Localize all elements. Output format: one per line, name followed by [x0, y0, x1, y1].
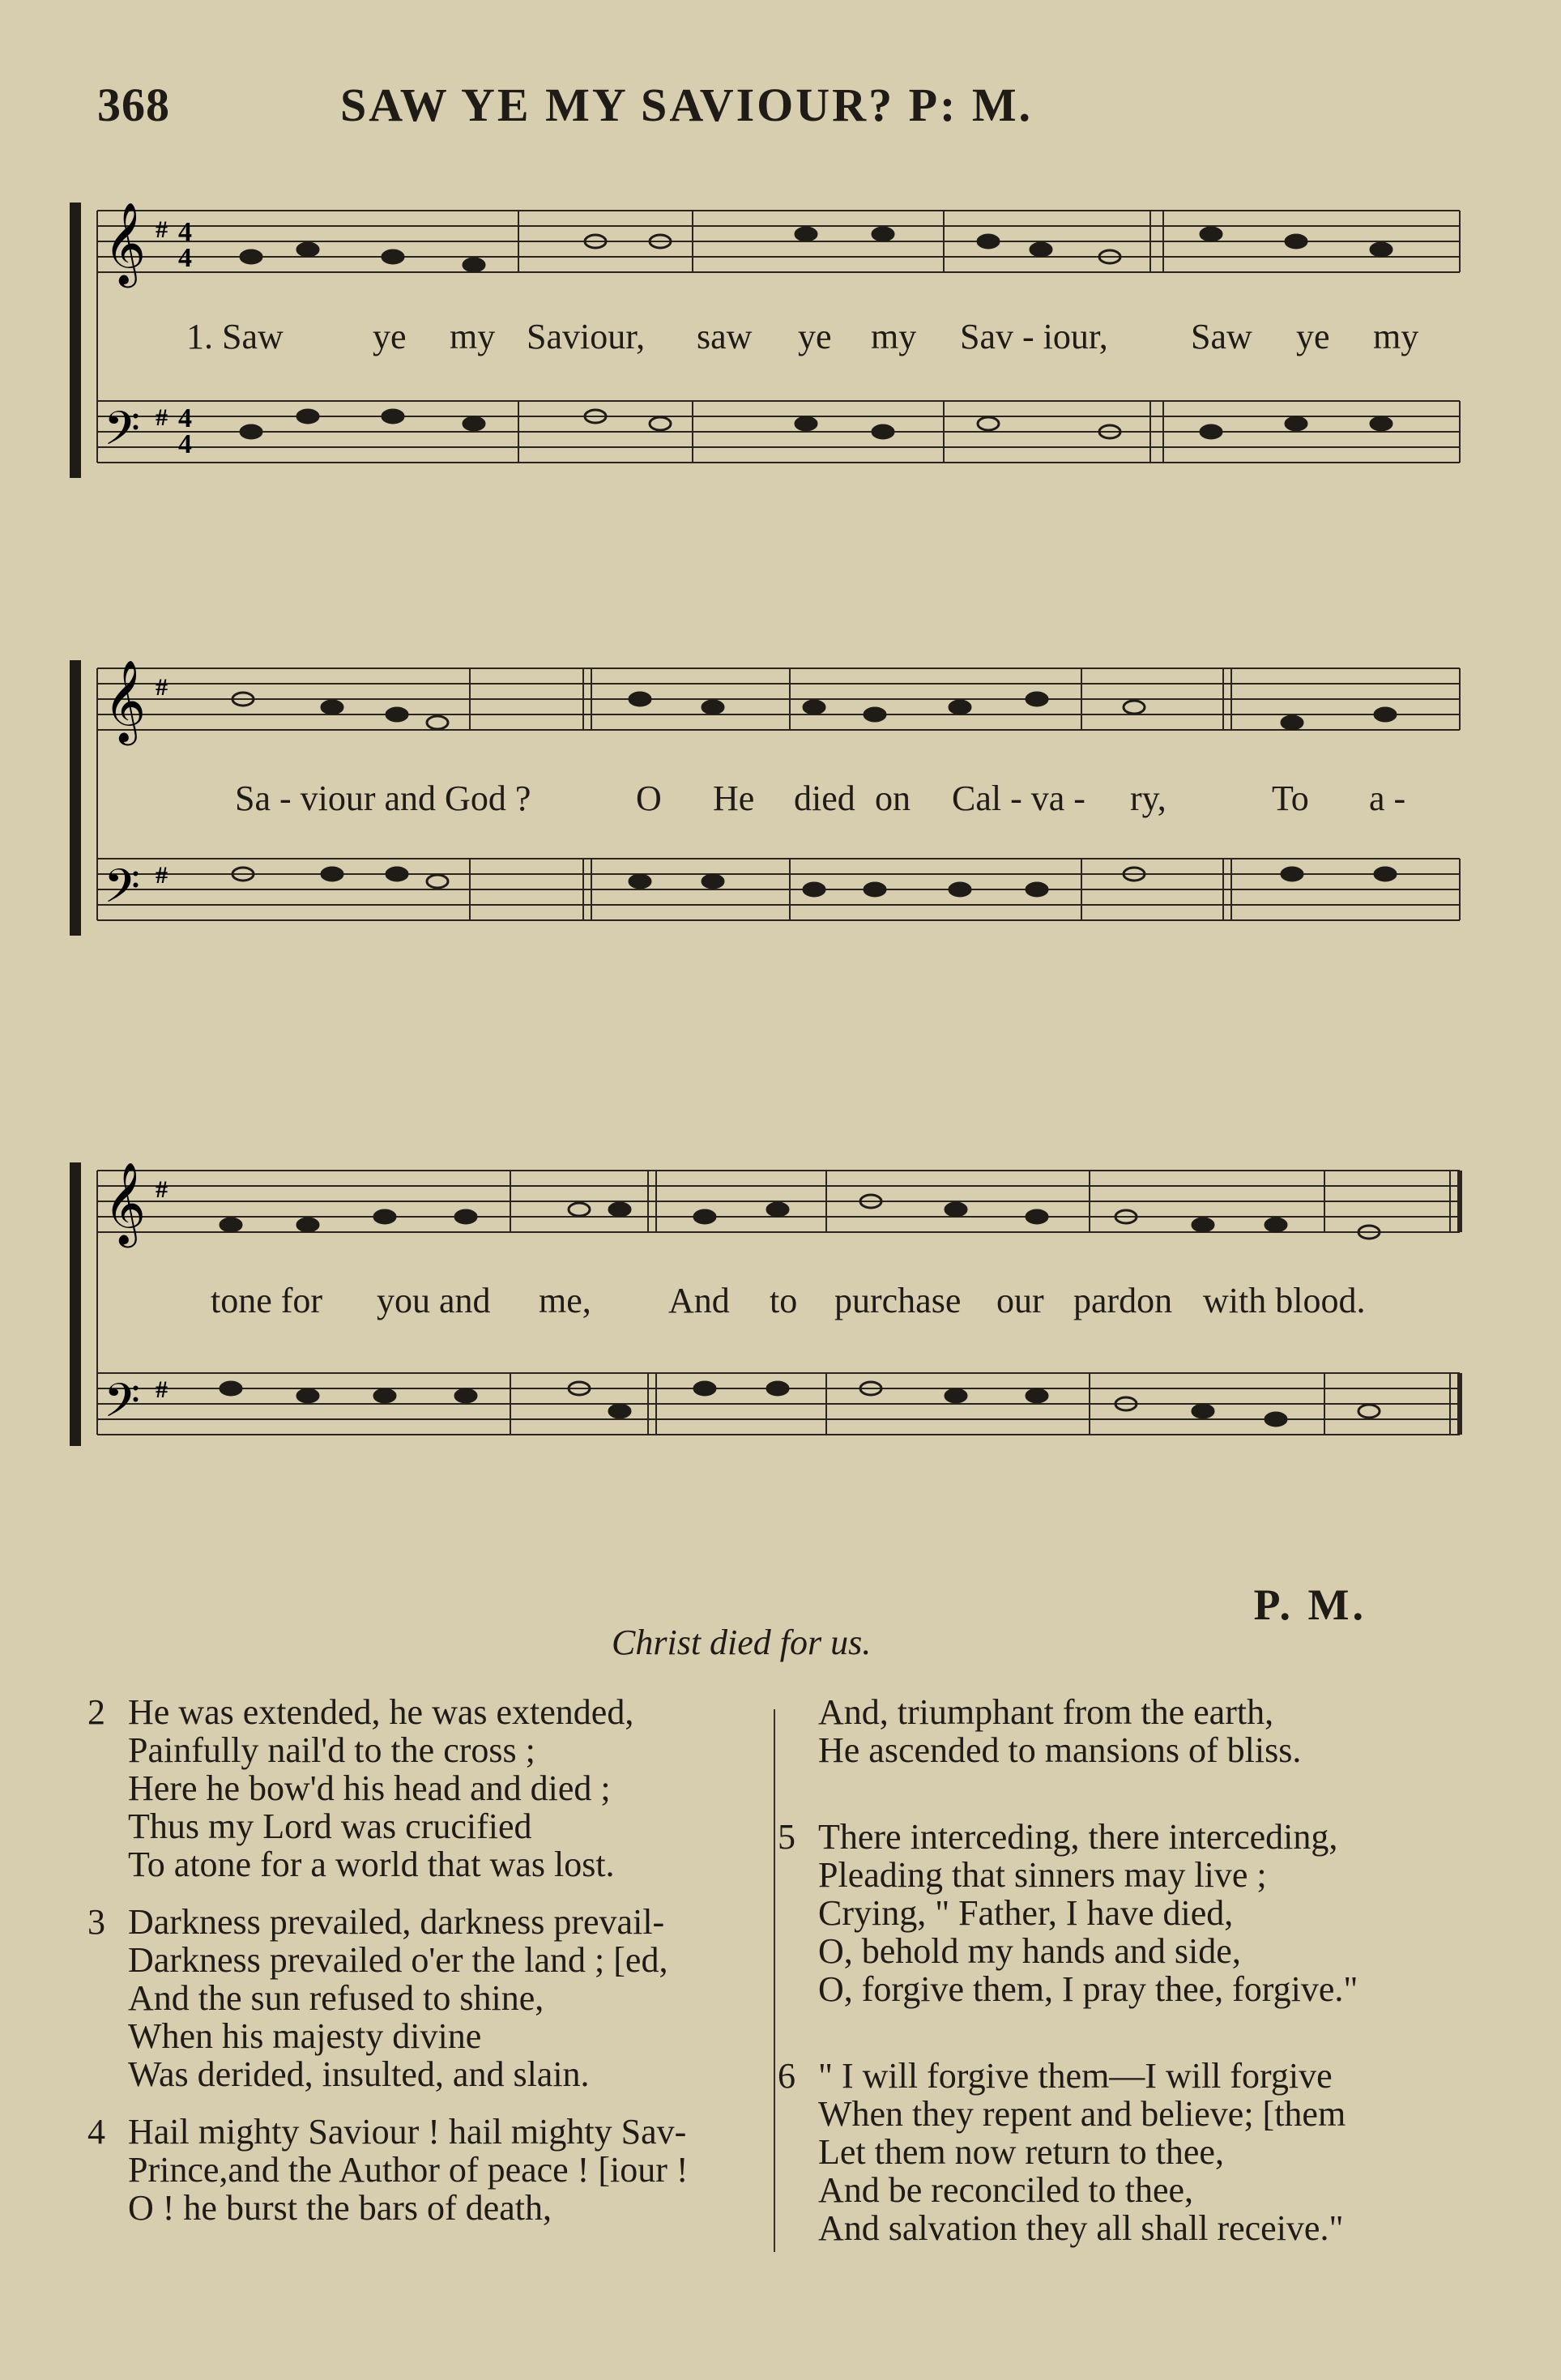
- svg-text:𝄢: 𝄢: [104, 859, 141, 925]
- verse-line: He was extended, he was extended,: [128, 1692, 634, 1732]
- verse-number: 3: [87, 1902, 105, 1942]
- lyric-syllable: a -: [1369, 778, 1406, 818]
- lyric-syllable: on: [875, 778, 911, 818]
- verse-line: Thus my Lord was crucified: [128, 1806, 532, 1846]
- verse-line: O, behold my hands and side,: [818, 1931, 1241, 1971]
- lyric-syllable: He: [713, 778, 755, 818]
- verse-line: Darkness prevailed o'er the land ; [ed,: [128, 1940, 668, 1980]
- verse-line: Darkness prevailed, darkness prevail-: [128, 1902, 665, 1942]
- verse-2: [87, 1693, 776, 1883]
- lyric-syllable: To: [1272, 778, 1309, 818]
- hymn-title: SAW YE MY SAVIOUR? P: M.: [340, 79, 1034, 131]
- svg-text:4: 4: [178, 243, 192, 273]
- verse-3: [87, 1903, 776, 2093]
- verse-line: O ! he burst the bars of death,: [128, 2188, 552, 2228]
- page-header: [97, 78, 1248, 134]
- svg-text:4: 4: [178, 403, 192, 433]
- svg-text:𝄞: 𝄞: [104, 659, 147, 742]
- verse-line: Let them now return to thee,: [818, 2132, 1224, 2172]
- lyric-syllable: ye: [373, 317, 407, 356]
- lyric-syllable: Saviour,: [527, 317, 646, 356]
- hymn-subtitle: Christ died for us.: [612, 1623, 872, 1662]
- lyric-syllable: ry,: [1130, 778, 1166, 818]
- verse-5: [778, 1818, 1474, 2008]
- verse-line: And, triumphant from the earth,: [818, 1692, 1274, 1732]
- verse-line: There interceding, there interceding,: [818, 1817, 1338, 1857]
- lyric-syllable: Saw: [1191, 317, 1252, 356]
- lyric-syllable: purchase: [834, 1281, 962, 1320]
- verse-line: Hail mighty Saviour ! hail mighty Sav-: [128, 2112, 687, 2152]
- lyric-syllable: you and: [377, 1281, 491, 1320]
- verse-line: And the sun refused to shine,: [128, 1978, 544, 2018]
- verses-left-column: [87, 1693, 776, 2246]
- hymn-meter: P. M.: [1253, 1580, 1367, 1629]
- verse-number: 5: [778, 1817, 795, 1857]
- verse-4: [87, 2113, 776, 2227]
- page-number: 368: [97, 79, 170, 131]
- verse-line: And be reconciled to thee,: [818, 2170, 1194, 2210]
- lyric-syllable: ye: [1296, 317, 1330, 356]
- lyrics-line-3: [65, 1280, 1466, 1329]
- svg-text:#: #: [156, 404, 168, 431]
- verse-line: Pleading that sinners may live ;: [818, 1855, 1267, 1895]
- svg-text:4: 4: [178, 217, 192, 247]
- verses-right-column: [778, 1693, 1474, 2267]
- verse-line: He ascended to mansions of bliss.: [818, 1730, 1302, 1770]
- verse-line: And salvation they all shall receive.": [818, 2208, 1344, 2248]
- lyric-syllable: ye: [798, 317, 832, 356]
- verse-line: Prince,and the Author of peace ! [iour !: [128, 2150, 689, 2190]
- music-system-1: [65, 182, 1466, 506]
- lyric-syllable: pardon: [1073, 1281, 1173, 1320]
- verse-line: Painfully nail'd to the cross ;: [128, 1730, 535, 1770]
- svg-text:#: #: [156, 216, 168, 243]
- svg-text:#: #: [156, 1376, 168, 1403]
- lyric-syllable: our: [996, 1281, 1044, 1320]
- verse-6: [778, 2057, 1474, 2247]
- lyric-syllable: Sav - iour,: [960, 317, 1108, 356]
- lyric-syllable: died: [794, 778, 855, 818]
- lyric-syllable: me,: [539, 1281, 591, 1320]
- verse-number: 2: [87, 1692, 105, 1732]
- music-system-2: [65, 640, 1466, 980]
- lyric-syllable: And: [668, 1281, 730, 1320]
- lyric-syllable: my: [1373, 317, 1419, 356]
- lyrics-line-1: [65, 316, 1466, 365]
- verse-number: 4: [87, 2112, 105, 2152]
- svg-text:#: #: [156, 674, 168, 701]
- lyric-syllable: Cal - va -: [952, 778, 1085, 818]
- lyric-syllable: Sa - viour and God ?: [235, 778, 531, 818]
- verse-number: 6: [778, 2056, 795, 2096]
- svg-text:𝄢: 𝄢: [104, 401, 141, 467]
- verse-line: O, forgive them, I pray thee, forgive.": [818, 1969, 1358, 2009]
- svg-text:𝄞: 𝄞: [104, 1161, 147, 1244]
- verse-line: Here he bow'd his head and died ;: [128, 1768, 611, 1808]
- verse-line: When they repent and believe; [them: [818, 2094, 1346, 2134]
- svg-text:#: #: [156, 862, 168, 889]
- lyric-syllable: with blood.: [1203, 1281, 1366, 1320]
- lyric-syllable: O: [636, 778, 662, 818]
- svg-text:#: #: [156, 1176, 168, 1203]
- svg-text:4: 4: [178, 429, 192, 459]
- lyric-syllable: tone for: [211, 1281, 323, 1320]
- lyric-syllable: 1. Saw: [186, 317, 284, 356]
- verse-line: To atone for a world that was lost.: [128, 1845, 615, 1884]
- lyrics-line-2: [65, 778, 1466, 826]
- lyric-syllable: to: [770, 1281, 798, 1320]
- verse-line: Crying, " Father, I have died,: [818, 1893, 1234, 1933]
- lyric-syllable: saw: [697, 317, 753, 356]
- verse-line: " I will forgive them—I will forgive: [818, 2056, 1333, 2096]
- lyric-syllable: my: [871, 317, 917, 356]
- verse-line: Was derided, insulted, and slain.: [128, 2054, 590, 2094]
- svg-text:𝄞: 𝄞: [104, 201, 147, 284]
- svg-text:𝄢: 𝄢: [104, 1373, 141, 1440]
- verse-4-continued: [778, 1693, 1474, 1769]
- music-system-3: [65, 1142, 1466, 1482]
- verse-line: When his majesty divine: [128, 2016, 482, 2056]
- lyric-syllable: my: [450, 317, 496, 356]
